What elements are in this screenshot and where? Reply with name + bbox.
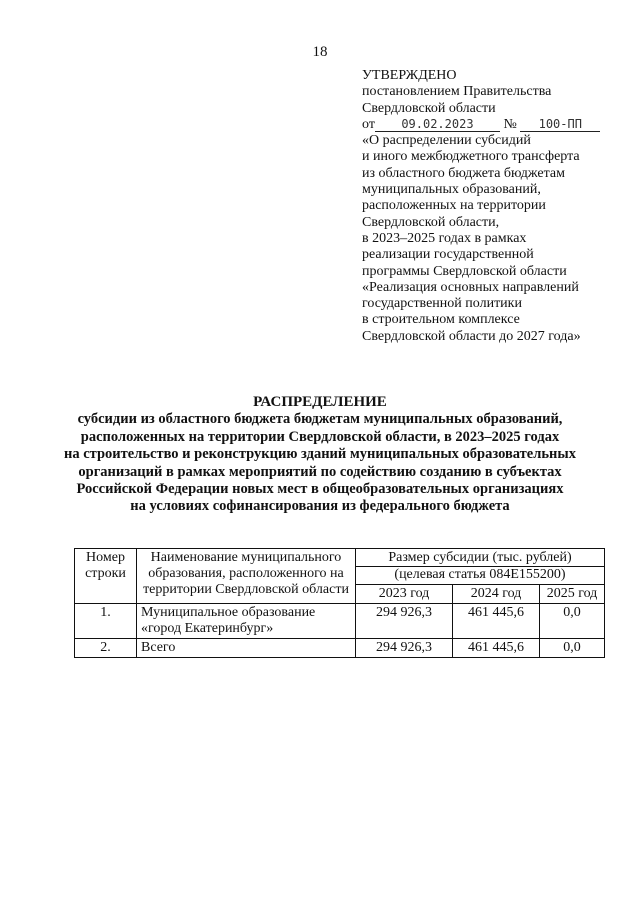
subject-line: программы Свердловской области bbox=[362, 263, 567, 279]
date-prefix: от bbox=[362, 116, 375, 132]
title-line: субсидии из областного бюджета бюджетам муниципальных образований, bbox=[77, 411, 563, 428]
title-line: на строительство и реконструкцию зданий муниципальных образовательных bbox=[64, 446, 576, 463]
title-line: на условиях софинансирования из федерального бюджета bbox=[130, 498, 510, 515]
header-subsidy bbox=[356, 549, 605, 567]
title-line: расположенных на территории Свердловской области, в 2023–2025 годах bbox=[80, 428, 560, 445]
subject-line: и иного межбюджетного трансферта bbox=[362, 149, 580, 165]
subject-line: расположенных на территории bbox=[362, 198, 546, 214]
title-line: организаций в рамках мероприятий по содействию созданию в субъектах bbox=[78, 463, 562, 480]
row-value: 461 445,6 bbox=[453, 639, 540, 658]
table-header-row bbox=[75, 549, 605, 567]
row-value: 0,0 bbox=[540, 639, 605, 658]
header-subsidy-article: (целевая статья 084E155200) bbox=[356, 567, 605, 585]
table-row bbox=[75, 639, 605, 658]
approval-date: 09.02.2023 bbox=[375, 117, 500, 132]
row-value: 461 445,6 bbox=[453, 604, 540, 639]
header-year: 2024 год bbox=[453, 585, 540, 604]
approval-heading: УТВЕРЖДЕНО bbox=[362, 68, 457, 83]
approval-line: постановлением Правительства bbox=[362, 84, 552, 100]
title-line: Российской Федерации новых мест в общеобразовательных организациях bbox=[76, 481, 564, 498]
subject-line: муниципальных образований, bbox=[362, 182, 541, 198]
page-number: 18 bbox=[312, 44, 328, 60]
title-main: РАСПРЕДЕЛЕНИЕ bbox=[253, 394, 387, 410]
row-name: Всего bbox=[137, 639, 356, 658]
header-year: 2025 год bbox=[540, 585, 605, 604]
approval-date-line bbox=[362, 117, 632, 133]
header-row-number: Номер строки bbox=[75, 549, 137, 604]
row-value: 294 926,3 bbox=[356, 639, 453, 658]
subject-line: в 2023–2025 годах в рамках bbox=[362, 230, 527, 246]
header-year: 2023 год bbox=[356, 585, 453, 604]
row-name: Муниципальное образование «город Екатеринбург» bbox=[137, 604, 356, 639]
approval-subject bbox=[362, 133, 632, 345]
subject-line: реализации государственной bbox=[362, 247, 534, 263]
approval-line: Свердловской области bbox=[362, 100, 496, 116]
approval-number: 100-ПП bbox=[520, 117, 600, 132]
subject-line: из областного бюджета бюджетам bbox=[362, 165, 565, 181]
number-prefix: № bbox=[503, 116, 517, 132]
table-row bbox=[75, 604, 605, 639]
subject-line: государственной политики bbox=[362, 296, 522, 312]
subject-line: в строительном комплексе bbox=[362, 312, 520, 328]
document-title bbox=[0, 394, 640, 516]
subject-line: «О распределении субсидий bbox=[362, 133, 531, 149]
subject-line: Свердловской области до 2027 года» bbox=[362, 328, 581, 344]
row-value: 0,0 bbox=[540, 604, 605, 639]
header-subsidy-title: Размер субсидии (тыс. рублей) bbox=[388, 550, 572, 565]
approval-block bbox=[362, 68, 632, 345]
header-name: Наименование муниципального образования, расположенного на территории Свердловской области bbox=[137, 549, 356, 604]
row-value: 294 926,3 bbox=[356, 604, 453, 639]
row-number: 1. bbox=[75, 604, 137, 639]
row-number: 2. bbox=[75, 639, 137, 658]
subject-line: Свердловской области, bbox=[362, 214, 500, 230]
subject-line: «Реализация основных направлений bbox=[362, 279, 579, 295]
distribution-table bbox=[74, 548, 605, 658]
